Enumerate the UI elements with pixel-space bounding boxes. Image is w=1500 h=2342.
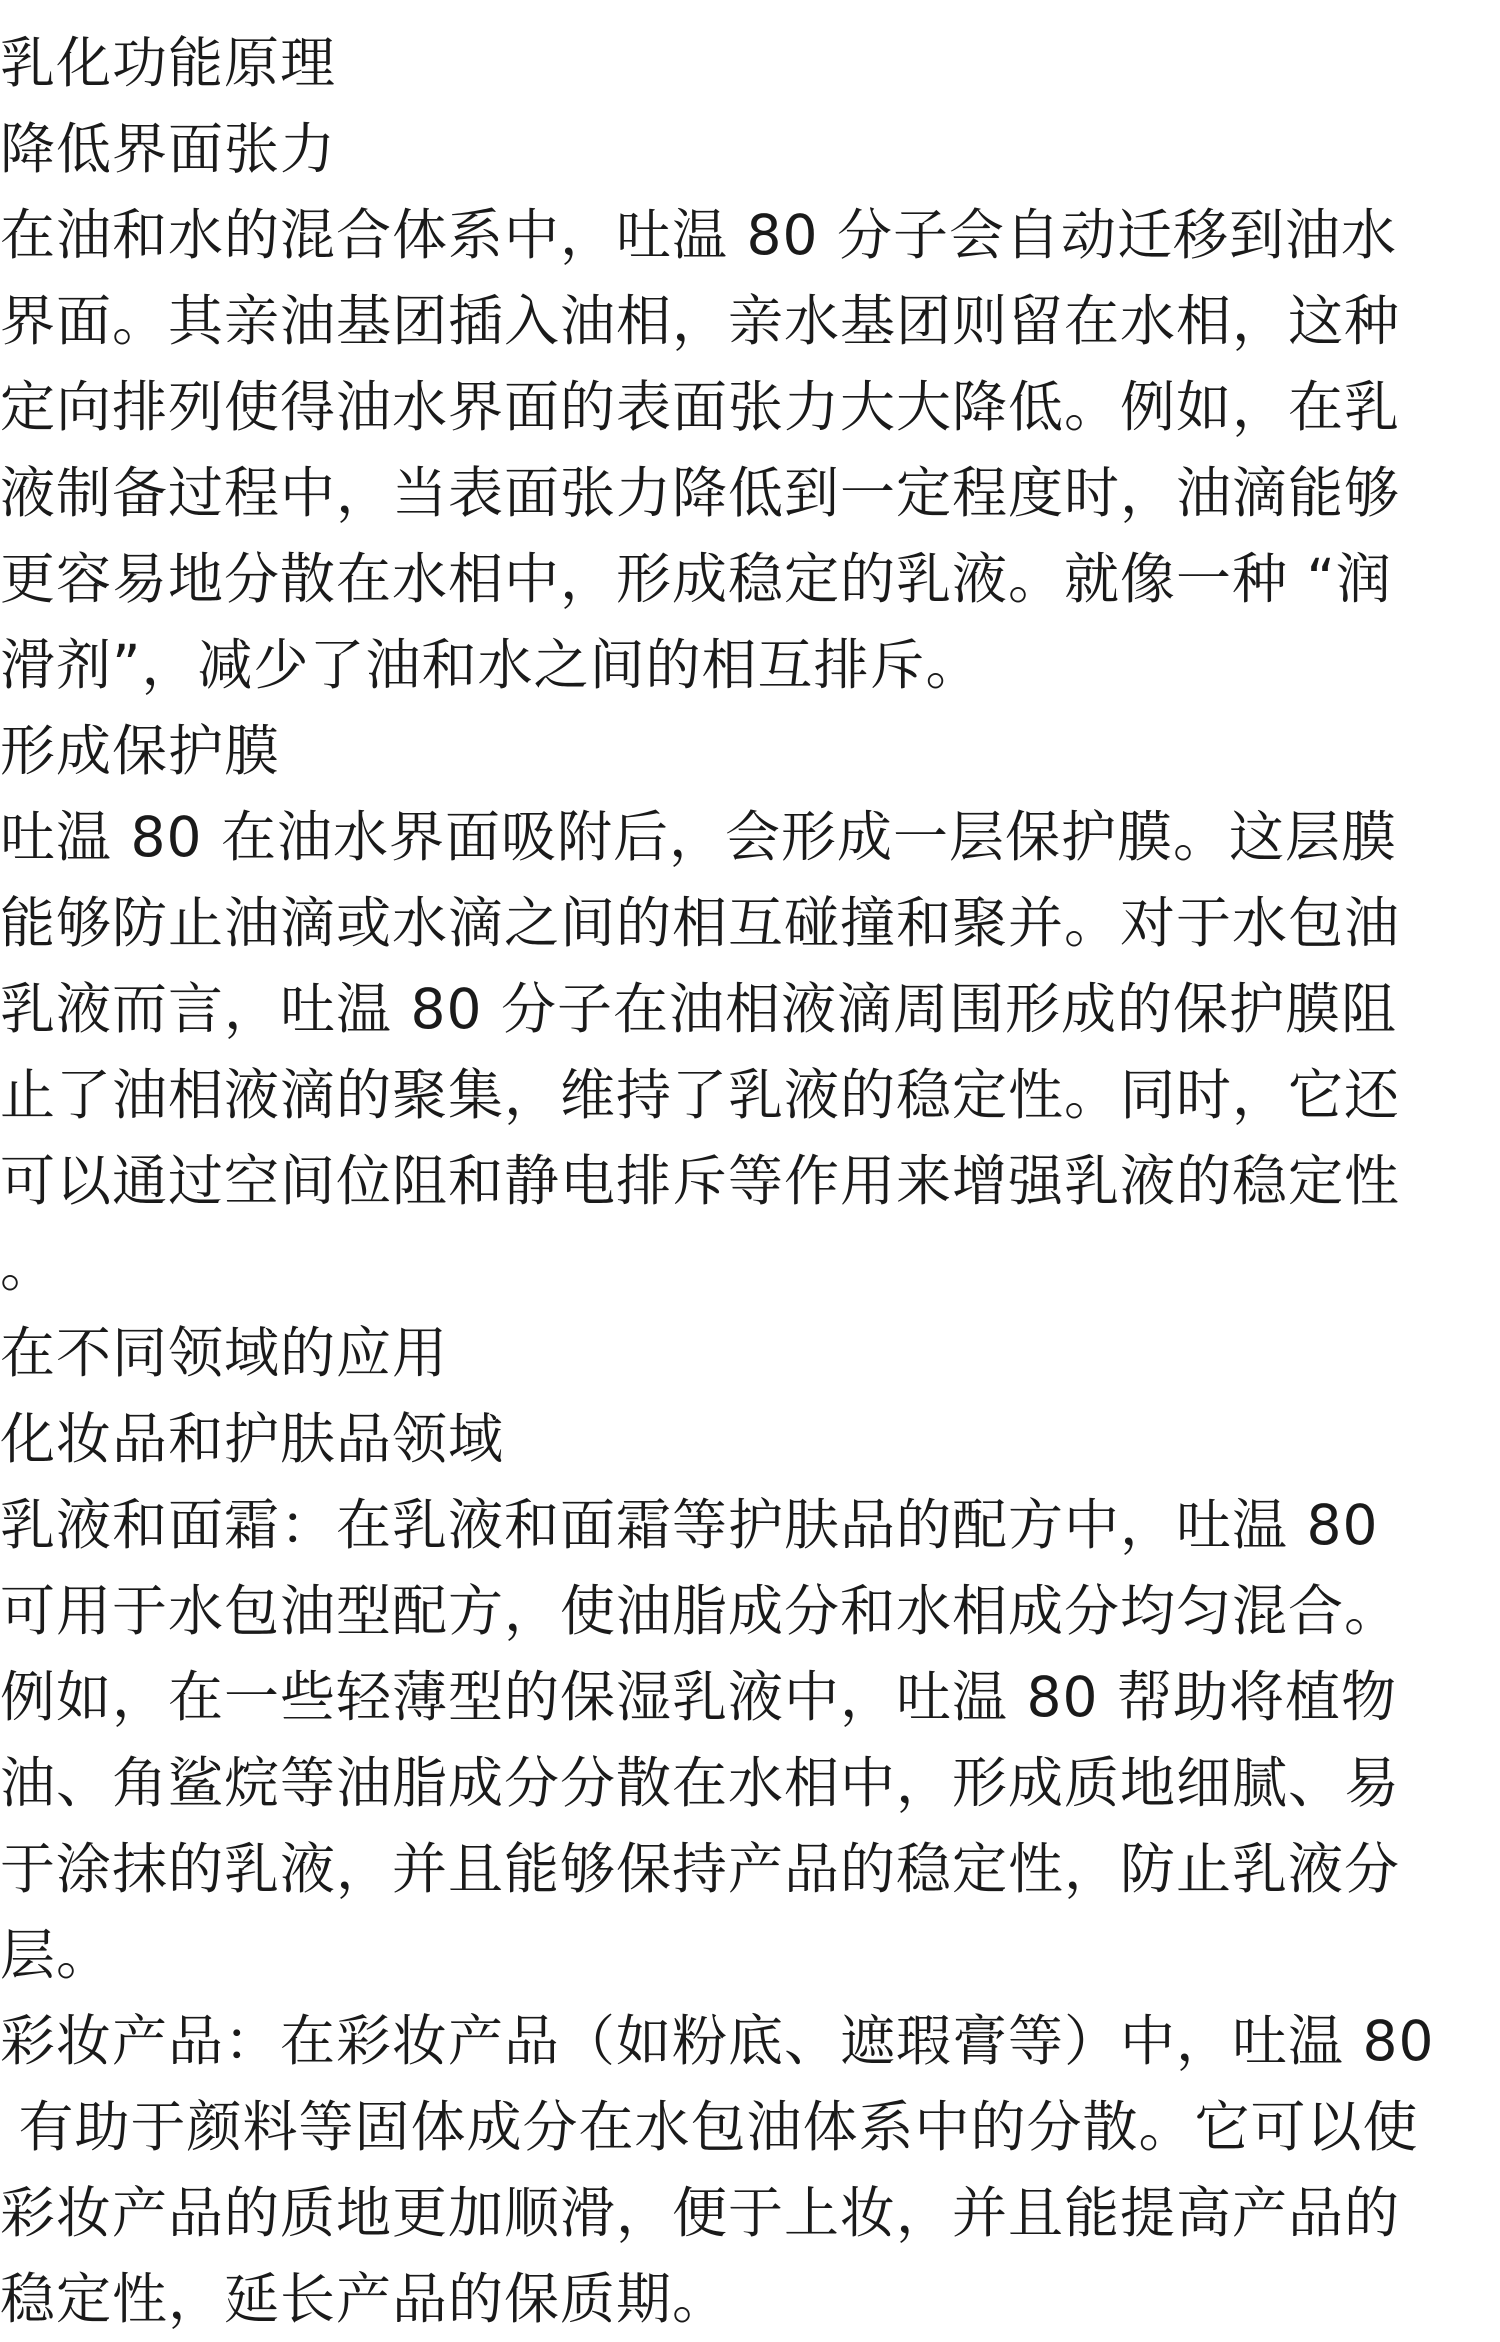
paragraph-line-cutoff: 稳定性，延长产品的保质期。 xyxy=(0,2267,729,2331)
paragraph-line: 止了油相液滴的聚集，维持了乳液的稳定性。同时，它还 xyxy=(0,1063,1401,1127)
document-body xyxy=(0,20,1500,2331)
paragraph-line: 吐温 80 在油水界面吸附后，会形成一层保护膜。这层膜 xyxy=(0,805,1397,869)
subsection-heading: 形成保护膜 xyxy=(0,719,281,783)
paragraph-line: 乳液和面霜：在乳液和面霜等护肤品的配方中，吐温 80 xyxy=(0,1493,1379,1557)
paragraph-line: 更容易地分散在水相中，形成稳定的乳液。就像一种 “润 xyxy=(0,547,1392,611)
paragraph-line: 滑剂”，减少了油和水之间的相互排斥。 xyxy=(0,633,982,697)
paragraph-line: 液制备过程中，当表面张力降低到一定程度时，油滴能够 xyxy=(0,461,1401,525)
paragraph-line: 于涂抹的乳液，并且能够保持产品的稳定性，防止乳液分 xyxy=(0,1837,1401,1901)
paragraph-line: 在油和水的混合体系中，吐温 80 分子会自动迁移到油水 xyxy=(0,203,1397,267)
section-heading: 乳化功能原理 xyxy=(0,31,337,95)
section-heading: 在不同领域的应用 xyxy=(0,1321,449,1385)
paragraph-line: 彩妆产品：在彩妆产品（如粉底、遮瑕膏等）中，吐温 80 xyxy=(0,2009,1435,2073)
subsection-heading: 降低界面张力 xyxy=(0,117,337,181)
paragraph-line: 能够防止油滴或水滴之间的相互碰撞和聚并。对于水包油 xyxy=(0,891,1401,955)
paragraph-line: 层。 xyxy=(0,1923,113,1987)
paragraph-line: 可以通过空间位阻和静电排斥等作用来增强乳液的稳定性 xyxy=(0,1149,1401,1213)
paragraph-line: 乳液而言，吐温 80 分子在油相液滴周围形成的保护膜阻 xyxy=(0,977,1397,1041)
paragraph-line: 可用于水包油型配方，使油脂成分和水相成分均匀混合。 xyxy=(0,1579,1401,1643)
paragraph-line: 定向排列使得油水界面的表面张力大大降低。例如，在乳 xyxy=(0,375,1401,439)
paragraph-line: 界面。其亲油基团插入油相，亲水基团则留在水相，这种 xyxy=(0,289,1401,353)
paragraph-line: 彩妆产品的质地更加顺滑，便于上妆，并且能提高产品的 xyxy=(0,2181,1401,2245)
subsection-heading: 化妆品和护肤品领域 xyxy=(0,1407,505,1471)
paragraph-line: 。 xyxy=(0,1235,57,1299)
paragraph-line: 油、角鲨烷等油脂成分分散在水相中，形成质地细腻、易 xyxy=(0,1751,1401,1815)
paragraph-line: 例如，在一些轻薄型的保湿乳液中，吐温 80 帮助将植物 xyxy=(0,1665,1397,1729)
paragraph-line: 有助于颜料等固体成分在水包油体系中的分散。它可以使 xyxy=(0,2095,1419,2159)
